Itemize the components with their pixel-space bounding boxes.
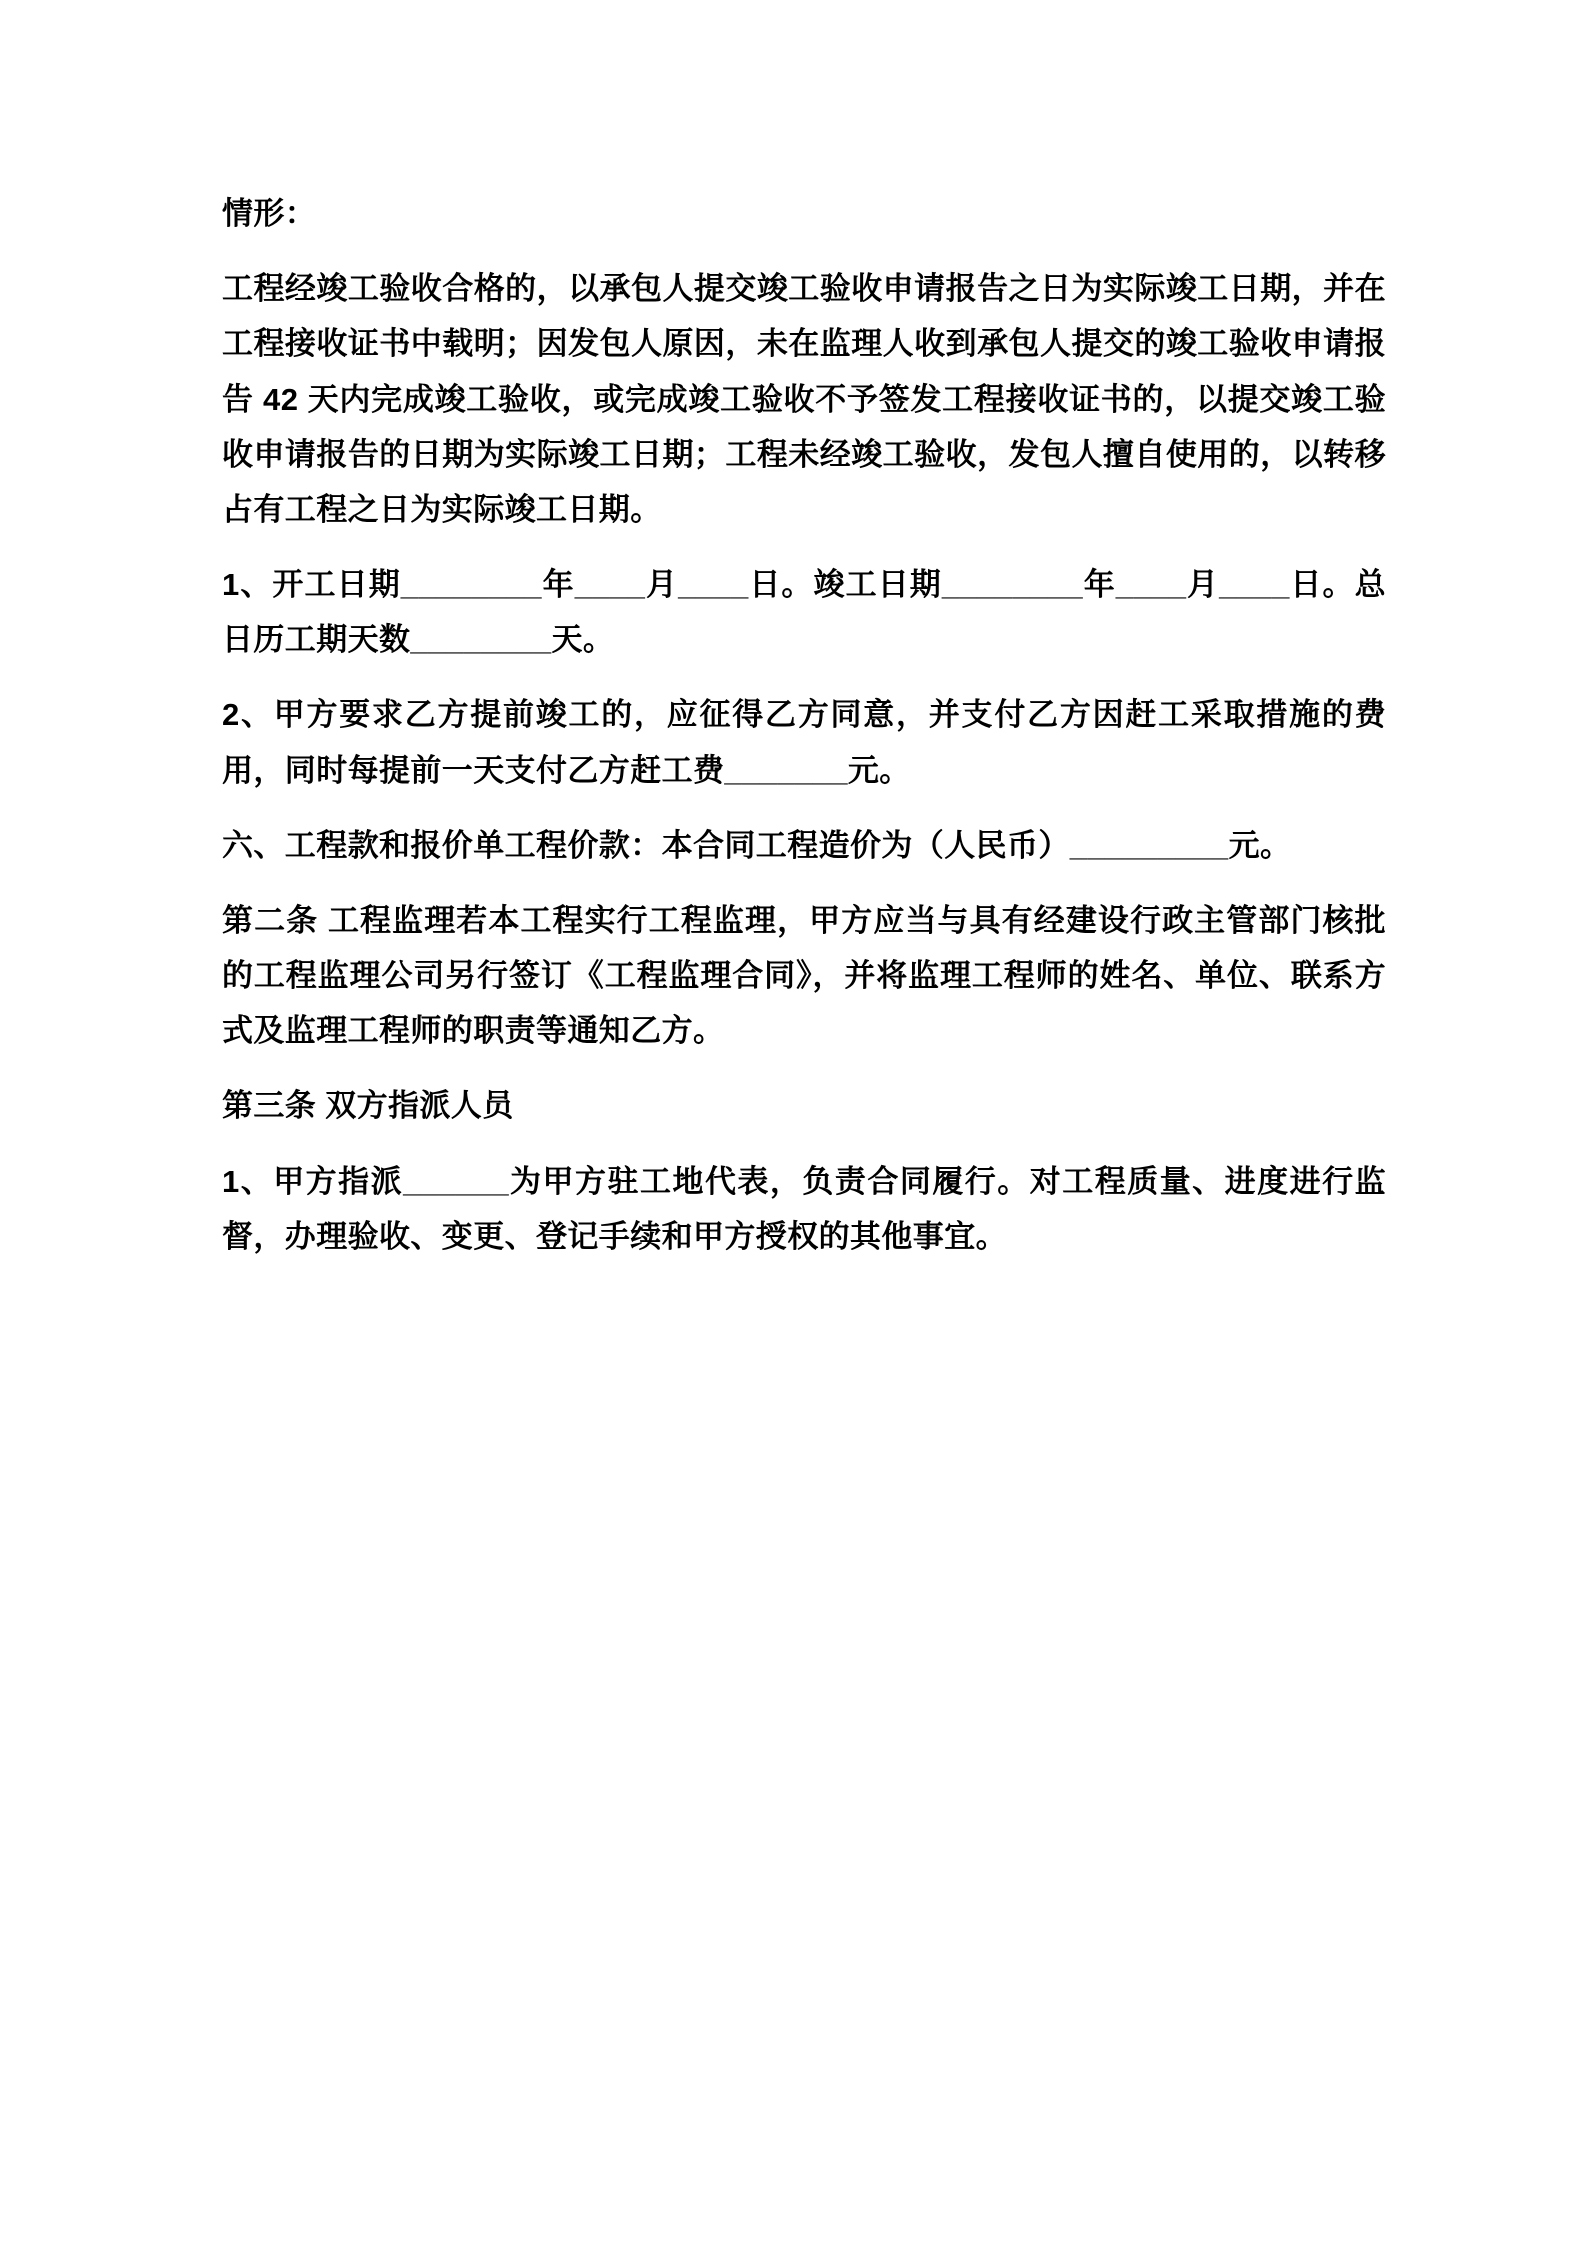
paragraph-heading-situation: 情形：: [222, 196, 317, 231]
paragraph-section-6-project-price: 六、工程款和报价单工程价款：本合同工程造价为（人民币）_________元。: [222, 827, 1292, 863]
paragraph-article-3-heading: 第三条 双方指派人员: [222, 1088, 514, 1124]
paragraph-item-2-early-completion: 2、甲方要求乙方提前竣工的，应征得乙方同意，并支付乙方因赶工采取措施的费用，同时每提前一天支付乙方赶工费_______元。: [222, 697, 1386, 788]
paragraph-completion-acceptance: 工程经竣工验收合格的，以承包人提交竣工验收申请报告之日为实际竣工日期，并在工程接收证书中载明；因发包人原因，未在监理人收到承包人提交的竣工验收申请报告 42 天内完成竣工验收，或完成竣工验收不予签发工程接收证书的，以提交竣工验收申请报告的日期为实际竣工日期；工程未经竣工验收，发包人擅自使用的，以转移占有工程之日为实际竣工日期。: [222, 271, 1386, 527]
document-body: [222, 186, 1386, 1264]
paragraph-item-1-dates: 1、开工日期________年____月____日。竣工日期________年____月____日。总日历工期天数________天。: [222, 567, 1386, 658]
paragraph-article-2-supervision: 第二条 工程监理若本工程实行工程监理，甲方应当与具有经建设行政主管部门核批的工程监理公司另行签订《工程监理合同》，并将监理工程师的姓名、单位、联系方式及监理工程师的职责等通知乙方。: [222, 902, 1386, 1049]
paragraph-article-3-item-1: 1、甲方指派______为甲方驻工地代表，负责合同履行。对工程质量、进度进行监督，办理验收、变更、登记手续和甲方授权的其他事宜。: [222, 1163, 1386, 1254]
